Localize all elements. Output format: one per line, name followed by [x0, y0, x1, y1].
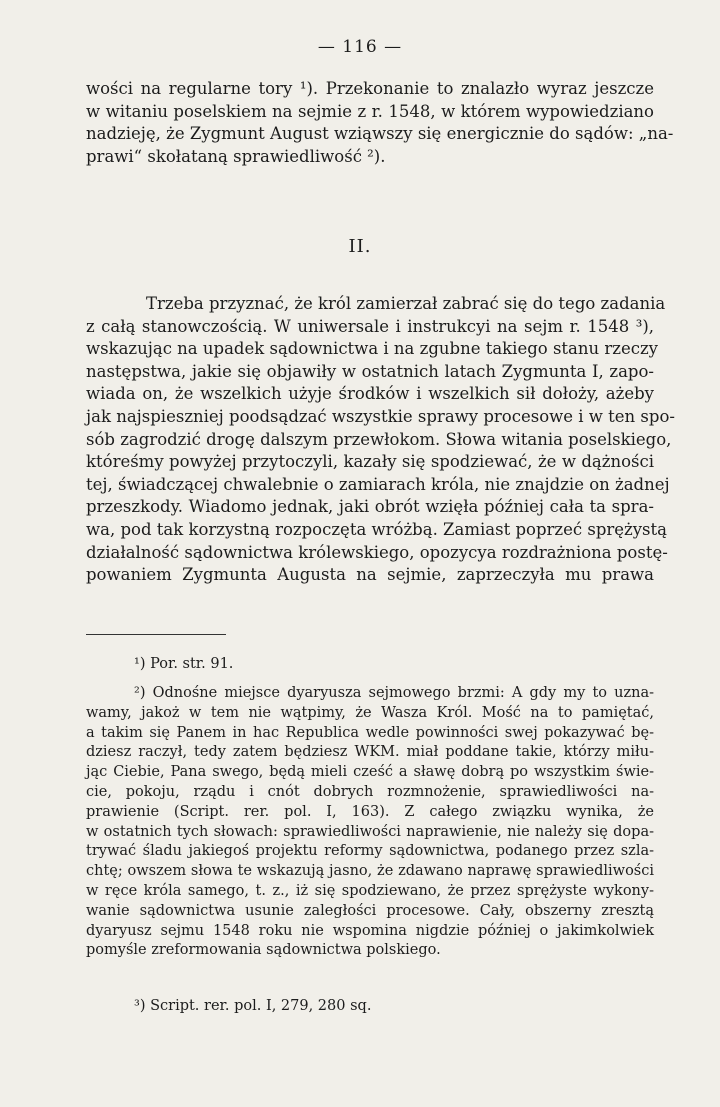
text-line: ²) Odnośne miejsce dyaryusza sejmowego brzmi: A gdy my to uzna- [134, 685, 654, 701]
text-line: chtę; owszem słowa te wskazują jasno, że zdawano naprawę sprawiedliwości [86, 863, 654, 880]
text-line: następstwa, jakie się objawiły w ostatnich latach Zygmunta I, zapo- [86, 361, 654, 381]
section-heading: II. [348, 236, 372, 257]
text-line: trywać śladu jakiegoś projektu reformy sądownictwa, podanego przez szla- [86, 843, 654, 860]
text-line: wości na regularne tory ¹). Przekonanie to znalazło wyraz jeszcze [86, 79, 654, 98]
text-line: nadzieję, że Zygmunt August wziąwszy się energicznie do sądów: „na- [86, 124, 674, 144]
text-line: jąc Ciebie, Pana swego, będą mieli cześć a sławę dobrą po wszystkim świe- [86, 764, 654, 781]
text-line: cie, pokoju, rządu i cnót dobrych rozmnożenie, sprawiedliwości na- [86, 783, 654, 800]
footnote-1 [86, 655, 654, 675]
text-line: tej, świadczącej chwalebnie o zamiarach króla, nie znajdzie on żadnej [86, 474, 670, 494]
text-line: wskazując na upadek sądownictwa i na zgubne takiego stanu rzeczy [86, 339, 658, 359]
text-line: a takim się Panem in hac Republica wedle powinności swej pokazywać bę- [86, 724, 654, 741]
text-line: wamy, jakoż w tem nie wątpimy, że Wasza Król. Mość na to pamiętać, [86, 704, 654, 721]
text-line: działalność sądownictwa królewskiego, opozycya rozdrażniona postę- [86, 542, 668, 562]
text-line: któreśmy powyżej przytoczyli, kazały się spodziewać, że w dążności [86, 452, 654, 472]
footnote-3 [86, 997, 654, 1017]
text-line: pomyśle zreformowania sądownictwa polskiego. [86, 942, 441, 959]
text-line: wiada on, że wszelkich użyje środków i wszelkich sił dołoży, ażeby [86, 384, 654, 404]
text-line: prawienie (Script. rer. pol. I, 163). Z całego związku wynika, że [86, 803, 654, 820]
text-line: w ostatnich tych słowach: sprawiedliwości naprawienie, nie należy się dopa- [86, 823, 654, 840]
paragraph-section-2 [86, 293, 675, 587]
footnote-2 [86, 684, 654, 961]
text-line: wa, pod tak korzystną rozpoczęta wróżbą. Zamiast poprzeć sprężystą [86, 519, 667, 539]
text-line: Trzeba przyznać, że król zamierzał zabrać się do tego zadania [146, 294, 666, 313]
text-line: przeszkody. Wiadomo jednak, jaki obrót wzięła później cała ta spra- [86, 497, 654, 517]
text-line: powaniem Zygmunta Augusta na sejmie, zaprzeczyła mu prawa [86, 565, 654, 585]
text-line: ¹) Por. str. 91. [134, 656, 234, 672]
text-line: sób zagrodzić drogę dalszym przewłokom. Słowa witania poselskiego, [86, 429, 672, 449]
text-line: jak najspieszniej poodsądzać wszystkie sprawy procesowe i w ten spo- [86, 406, 675, 426]
page-number: — 116 — [317, 37, 403, 57]
text-line: prawi“ skołataną sprawiedliwość ²). [86, 146, 386, 166]
text-line: w witaniu poselskiem na sejmie z r. 1548, w którem wypowiedziano [86, 101, 654, 121]
text-line: ³) Script. rer. pol. I, 279, 280 sq. [134, 998, 372, 1014]
paragraph-continued [86, 78, 674, 168]
footnote-divider [86, 634, 226, 635]
text-line: dyaryusz sejmu 1548 roku nie wspomina nigdzie później o jakimkolwiek [86, 922, 654, 939]
text-line: dziesz raczył, tedy zatem będziesz WKM. miał poddane takie, którzy miłu- [86, 744, 654, 761]
text-line: wanie sądownictwa usunie zaległości procesowe. Cały, obszerny zresztą [86, 902, 654, 919]
text-line: z całą stanowczością. W uniwersale i instrukcyi na sejm r. 1548 ³), [86, 316, 654, 336]
text-line: w ręce króla samego, t. z., iż się spodziewano, że przez sprężyste wykony- [86, 882, 654, 899]
